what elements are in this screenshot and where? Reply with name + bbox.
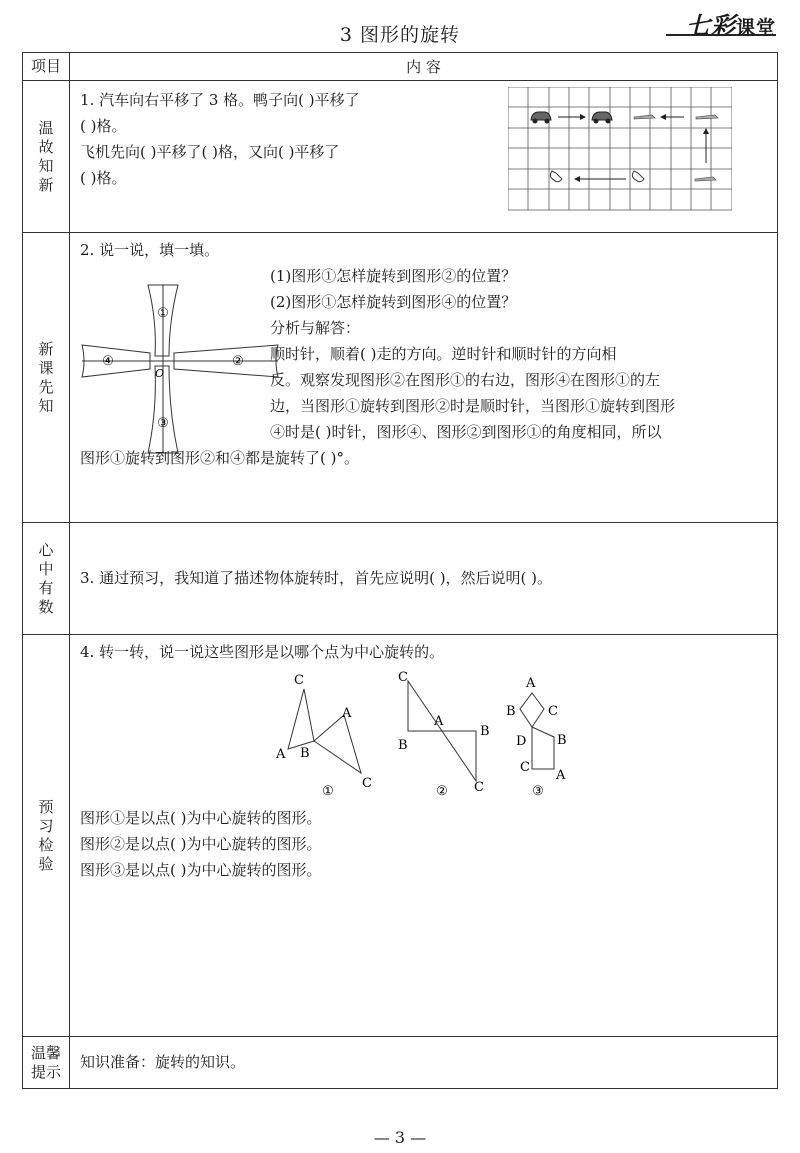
center-label-o: O [155, 367, 165, 380]
newlesson-heading: 2. 说一说，填一填。 [80, 241, 220, 259]
newlesson-line-4: 顺时针，顺着( )走的方向。逆时针和顺时针的方向相 [270, 345, 617, 363]
fig3-vertex-d: D [516, 734, 527, 749]
label-newlesson: 新课先知 [23, 233, 70, 523]
fig-number-3: ③ [532, 784, 544, 799]
label-summary: 心中有数 [23, 523, 70, 635]
car-icon [531, 112, 551, 124]
fig1-vertex-c2: C [362, 776, 372, 791]
page-title: 3 图形的旋转 [339, 24, 461, 46]
row-newlesson [23, 233, 778, 523]
fig3-vertex-c2: C [520, 760, 530, 775]
row-summary [23, 523, 778, 635]
review-content [70, 81, 778, 233]
plane-icon-moved [696, 115, 718, 119]
newlesson-line-5: 反。观察发现图形②在图形①的右边，图形④在图形①的左 [270, 371, 661, 389]
summary-content [70, 523, 778, 635]
fig2-vertex-a: A [434, 714, 444, 729]
fig2-vertex-b: B [398, 738, 408, 753]
label-review: 温故知新 [23, 81, 70, 233]
fig3-vertex-a2: A [556, 768, 566, 783]
brand-logo: 七彩课堂 [685, 12, 776, 40]
review-line-4: ( )格。 [80, 169, 127, 187]
figure-1 [288, 689, 361, 773]
fig-number-1: ① [322, 784, 334, 799]
review-line-3: 飞机先向( )平移了( )格，又向( )平移了 [80, 143, 340, 161]
fig1-vertex-b: B [300, 746, 310, 761]
tips-text: 知识准备：旋转的知识。 [80, 1053, 246, 1071]
newlesson-line-3: 分析与解答： [270, 319, 361, 337]
figure-2 [408, 681, 476, 781]
fig3-vertex-c: C [548, 704, 558, 719]
page-number: — 3 — [373, 1128, 427, 1147]
row-preview [23, 635, 778, 1037]
fig1-vertex-c: C [294, 673, 304, 688]
figure-label-4: ④ [102, 354, 114, 369]
row-review [23, 81, 778, 233]
fig2-vertex-c2: C [474, 780, 484, 795]
fig3-vertex-b2: B [557, 733, 567, 748]
figure-label-2: ② [232, 354, 244, 369]
fig3-vertex-b: B [506, 704, 516, 719]
preview-answer-3: 图形③是以点( )为中心旋转的图形。 [80, 861, 322, 879]
plane-icon-bottom [695, 177, 716, 181]
duck-icon [550, 171, 562, 182]
label-tips: 温馨提示 [23, 1037, 70, 1089]
grid-figure [508, 87, 732, 211]
fig2-vertex-c: C [398, 670, 408, 685]
cross-figure [78, 281, 288, 461]
tips-content [70, 1037, 778, 1089]
newlesson-line-1: (1)图形①怎样旋转到图形②的位置？ [270, 267, 517, 285]
fig-number-2: ② [436, 784, 448, 799]
newlesson-line-8: 图形①旋转到图形②和④都是旋转了( )°。 [80, 449, 359, 467]
newlesson-content [70, 233, 778, 523]
newlesson-line-6: 边，当图形①旋转到图形②时是顺时针，当图形①旋转到图形 [270, 397, 676, 415]
fig2-vertex-b2: B [480, 724, 490, 739]
preview-heading: 4. 转一转，说一说这些图形是以哪个点为中心旋转的。 [80, 643, 445, 661]
preview-answer-1: 图形①是以点( )为中心旋转的图形。 [80, 809, 322, 827]
summary-text: 3. 通过预习，我知道了描述物体旋转时，首先应说明( )，然后说明( )。 [80, 569, 553, 587]
fig3-vertex-a: A [526, 676, 536, 691]
header-item: 项目 [23, 53, 70, 81]
newlesson-line-7: ④时是( )时针，图形④、图形②到图形①的角度相同，所以 [270, 423, 662, 441]
brand-underline [666, 34, 776, 36]
review-line-2: ( )格。 [80, 117, 127, 135]
duck-icon-moved [632, 171, 644, 182]
header-content: 内 容 [70, 53, 778, 81]
rotation-figures [270, 669, 570, 799]
figure-label-1: ① [157, 306, 169, 321]
newlesson-line-2: (2)图形①怎样旋转到图形④的位置？ [270, 293, 517, 311]
preview-content [70, 635, 778, 1037]
plane-icon [634, 115, 655, 119]
fig1-vertex-a2: A [342, 706, 352, 721]
preview-answer-2: 图形②是以点( )为中心旋转的图形。 [80, 835, 322, 853]
figure-label-3: ③ [157, 416, 169, 431]
fig1-vertex-a: A [276, 747, 286, 762]
review-line-1: 1. 汽车向右平移了 3 格。鸭子向( )平移了 [80, 91, 360, 109]
label-preview: 预习检验 [23, 635, 70, 1037]
car-icon-moved [592, 112, 612, 124]
row-tips [23, 1037, 778, 1089]
worksheet-table [22, 52, 778, 1089]
